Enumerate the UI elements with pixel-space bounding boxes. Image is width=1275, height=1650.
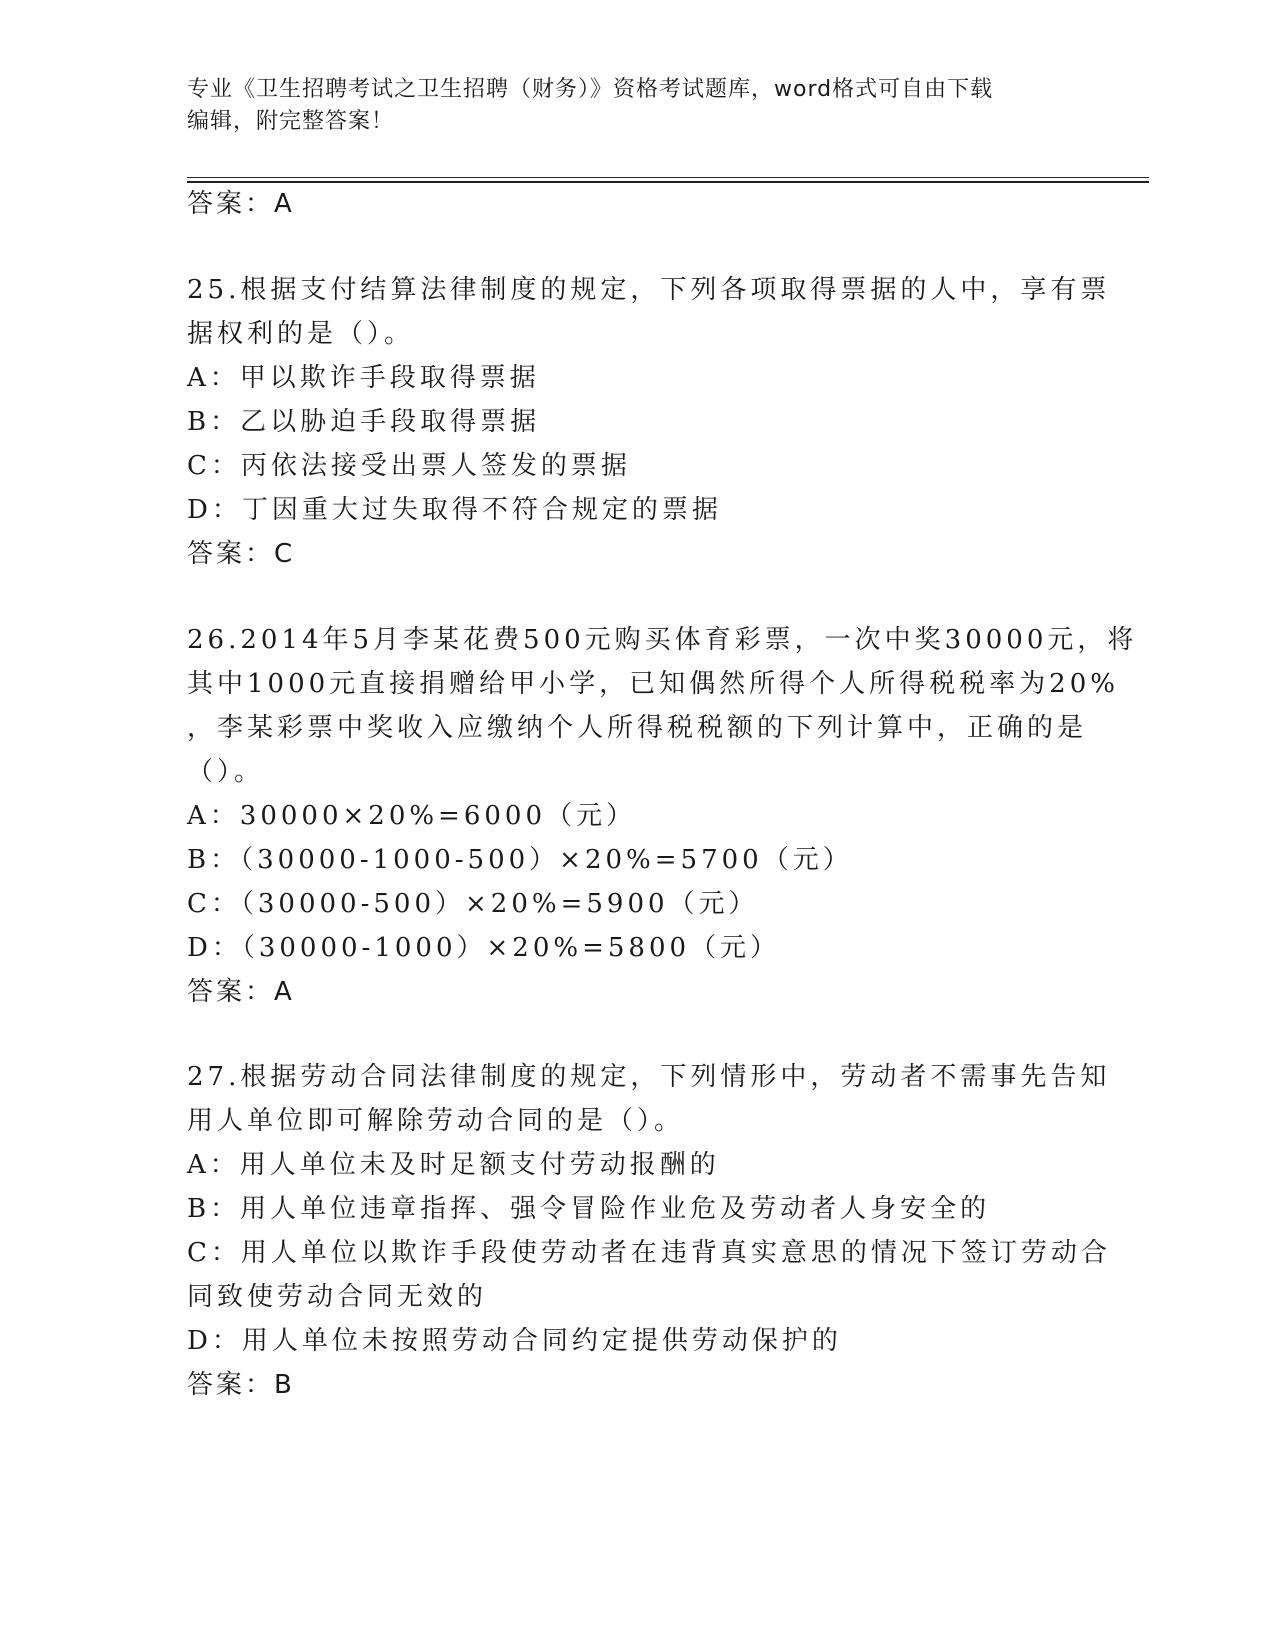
- option-d: D：（30000-1000）×20%=5800（元）: [187, 933, 781, 963]
- option-c: C：（30000-500）×20%=5900（元）: [187, 889, 759, 919]
- option-c-continued: 同致使劳动合同无效的: [187, 1282, 488, 1312]
- question-stem-line: 据权利的是（）。: [187, 319, 415, 349]
- question-stem-line: ，李某彩票中奖收入应缴纳个人所得税税额的下列计算中，正确的是: [187, 713, 1088, 743]
- question-stem-line: （）。: [187, 757, 265, 787]
- option-a: A：30000×20%=6000（元）: [187, 801, 637, 831]
- answer-label: 答案：A: [187, 977, 295, 1007]
- previous-answer: 答案：A: [187, 189, 295, 219]
- header-line-1: 专业《卫生招聘考试之卫生招聘（财务）》资格考试题库，word格式可自由下载: [187, 77, 994, 102]
- document-header: [187, 74, 1087, 138]
- option-c: C：丙依法接受出票人签发的票据: [187, 451, 631, 481]
- header-divider-thin: [187, 177, 1149, 178]
- question-stem-line: 其中1000元直接捐赠给甲小学，已知偶然所得个人所得税税率为20%: [187, 669, 1119, 699]
- option-b: B：乙以胁迫手段取得票据: [187, 407, 541, 437]
- option-b: B：（30000-1000-500）×20%=5700（元）: [187, 845, 853, 875]
- option-c: C：用人单位以欺诈手段使劳动者在违背真实意思的情况下签订劳动合: [187, 1238, 1111, 1268]
- header-line-2: 编辑，附完整答案！: [187, 109, 395, 134]
- answer-label: 答案：B: [187, 1370, 295, 1400]
- question-stem-line: 27.根据劳动合同法律制度的规定，下列情形中，劳动者不需事先告知: [187, 1062, 1111, 1092]
- header-divider-thick: [187, 181, 1149, 183]
- option-d: D：丁因重大过失取得不符合规定的票据: [187, 495, 722, 525]
- option-a: A：甲以欺诈手段取得票据: [187, 363, 540, 393]
- question-stem-line: 25.根据支付结算法律制度的规定，下列各项取得票据的人中，享有票: [187, 275, 1111, 305]
- option-b: B：用人单位违章指挥、强令冒险作业危及劳动者人身安全的: [187, 1194, 991, 1224]
- question-stem-line: 用人单位即可解除劳动合同的是（）。: [187, 1106, 685, 1136]
- question-stem-line: 26.2014年5月李某花费500元购买体育彩票，一次中奖30000元，将: [187, 625, 1138, 655]
- answer-label: 答案：C: [187, 539, 296, 569]
- option-d: D：用人单位未按照劳动合同约定提供劳动保护的: [187, 1326, 842, 1356]
- option-a: A：用人单位未及时足额支付劳动报酬的: [187, 1150, 720, 1180]
